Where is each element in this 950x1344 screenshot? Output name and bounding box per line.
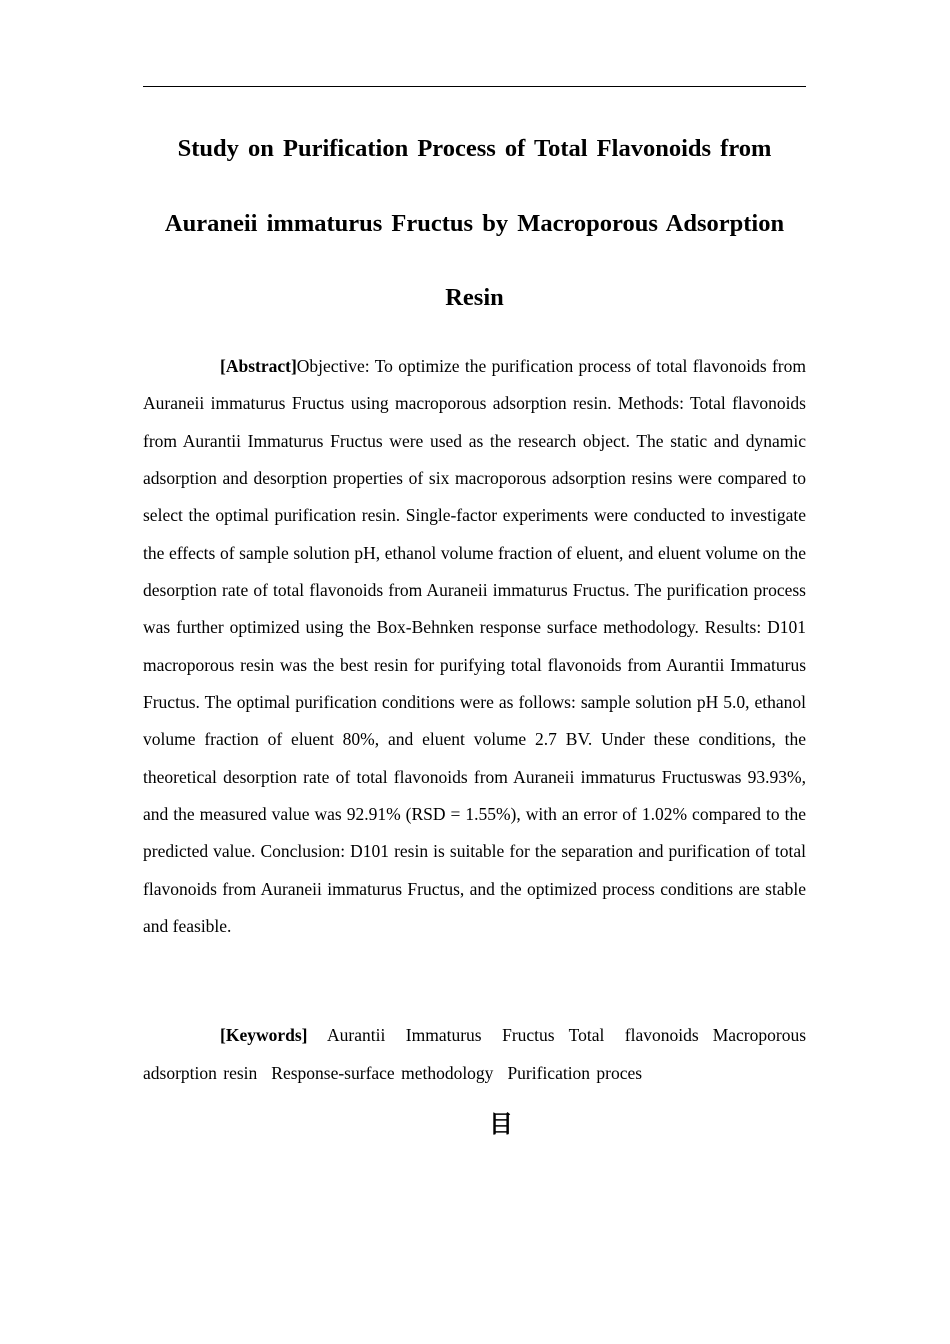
keyword-item: Purification proces xyxy=(507,1062,643,1083)
abstract-text: Objective: To optimize the purification process of total flavonoids from Auraneii immaturus Fructus using macroporous adsorption resin. Methods: Total flavonoids from Aurantii Immaturus Fructus were used as the research object. The static and dynamic adsorption and desorption properties of six macroporous adsorption resins were compared to select the optimal purification resin. Single-factor experiments were conducted to investigate the effects of sample solution pH, ethanol volume fraction of eluent, and eluent volume on the desorption rate of total flavonoids from Auraneii immaturus Fructus. The purification process was further optimized using the Box-Behnken response surface methodology. Results: D101 macroporous resin was the best resin for purifying total flavonoids from Aurantii Immaturus Fructus. The optimal purification conditions were as follows: sample solution pH 5.0, ethanol volume fraction of eluent 80%, and eluent volume 2.7 BV. Under these conditions, the theoretical desorption rate of total flavonoids from Auraneii immaturus Fructuswas 93.93%, and the measured value was 92.91% (RSD = 1.55%), with an error of 1.02% compared to the predicted value. Conclusion: D101 resin is suitable for the separation and purification of total flavonoids from Auraneii immaturus Fructus, and the optimized process conditions are stable and feasible. xyxy=(143,356,806,937)
keyword-item: Total flavonoids xyxy=(568,1025,699,1045)
paper-title: Study on Purification Process of Total Flavonoids from Auraneii immaturus Fructus by Macroporous Adsorption Resin xyxy=(164,135,785,311)
abstract-paragraph xyxy=(143,348,806,946)
keywords-label: [Keywords] xyxy=(220,1025,308,1045)
keyword-item: Response-surface methodology xyxy=(271,1062,494,1083)
header-rule xyxy=(143,86,806,87)
toc-heading: 目 xyxy=(489,1110,513,1138)
keyword-item: Aurantii Immaturus Fructus xyxy=(327,1025,555,1045)
keywords-paragraph xyxy=(143,1017,806,1092)
abstract-label: [Abstract] xyxy=(220,356,297,376)
keyword-item: Macroporous adsorption resin xyxy=(143,1025,806,1083)
